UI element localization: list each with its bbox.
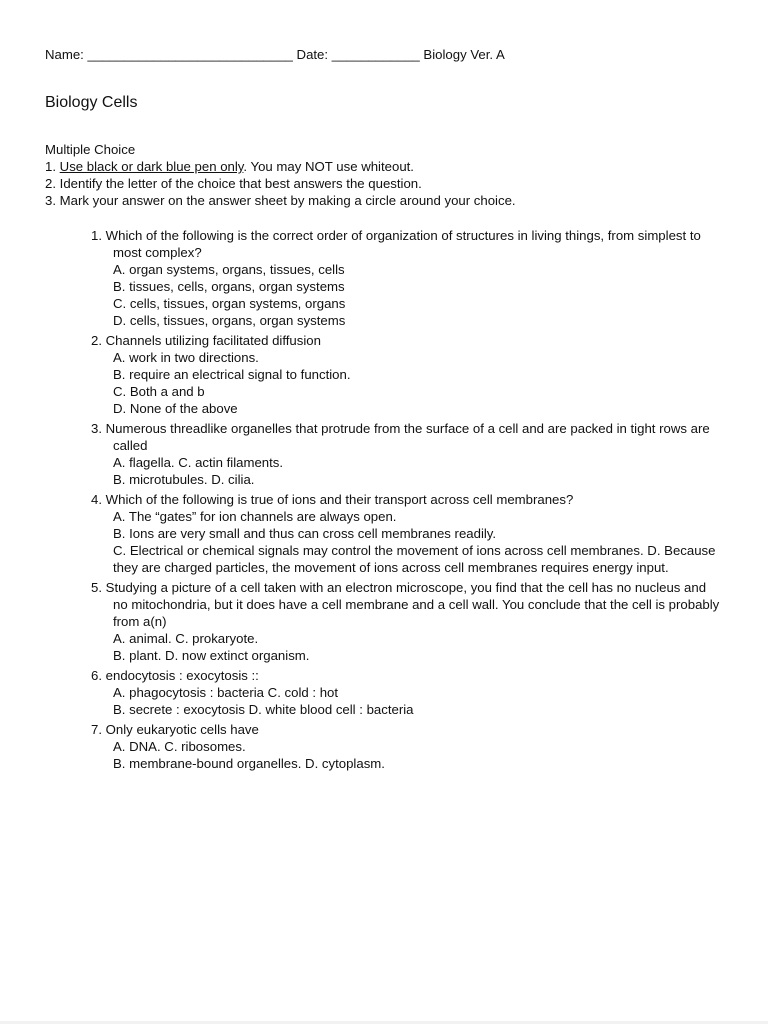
question-stem: 4. Which of the following is true of ions and their transport across cell membranes? <box>91 492 574 507</box>
question-3 <box>91 420 721 488</box>
answer-option: B. membrane-bound organelles. D. cytoplasm. <box>113 756 385 771</box>
name-label: Name: <box>45 47 88 62</box>
answer-option: A. DNA. C. ribosomes. <box>113 739 246 754</box>
answer-option: A. phagocytosis : bacteria C. cold : hot <box>113 685 339 700</box>
question-stem: 3. Numerous threadlike organelles that protrude from the surface of a cell and are packed in tight rows are called <box>91 421 710 453</box>
answer-option: B. plant. D. now extinct organism. <box>113 648 310 663</box>
pen-rule-underlined: Use black or dark blue pen only <box>59 159 244 174</box>
answer-option: B. tissues, cells, organs, organ systems <box>113 279 345 294</box>
answer-option: B. require an electrical signal to function. <box>113 367 351 382</box>
answer-option: B. Ions are very small and thus can cross cell membranes readily. <box>113 526 497 541</box>
answer-option: B. microtubules. D. cilia. <box>113 472 255 487</box>
answer-option: A. animal. C. prokaryote. <box>113 631 259 646</box>
header-line <box>45 46 505 63</box>
question-stem: 2. Channels utilizing facilitated diffusion <box>91 333 321 348</box>
instructions-heading: Multiple Choice <box>45 142 136 157</box>
answer-option: A. organ systems, organs, tissues, cells <box>113 262 345 277</box>
answer-option: B. secrete : exocytosis D. white blood cell : bacteria <box>113 702 414 717</box>
answer-option: A. flagella. C. actin filaments. <box>113 455 284 470</box>
answer-option: A. work in two directions. <box>113 350 259 365</box>
question-list <box>91 227 721 775</box>
question-stem: 1. Which of the following is the correct order of organization of structures in living things, from simplest to most complex? <box>91 228 701 260</box>
question-7 <box>91 721 721 772</box>
version-label: Biology Ver. A <box>419 47 505 62</box>
instruction-item-1: 1. Use black or dark blue pen only. You may NOT use whiteout. <box>45 159 414 174</box>
question-5 <box>91 579 721 664</box>
instruction-item-3: 3. Mark your answer on the answer sheet by making a circle around your choice. <box>45 193 516 208</box>
answer-option: D. None of the above <box>113 401 238 416</box>
name-blank: ____________________________ <box>87 47 293 62</box>
answer-option: C. Both a and b <box>113 384 205 399</box>
answer-option: A. The “gates” for ion channels are always open. <box>113 509 397 524</box>
page-title: Biology Cells <box>45 94 138 111</box>
question-2 <box>91 332 721 417</box>
question-4 <box>91 491 721 576</box>
question-stem: 5. Studying a picture of a cell taken with an electron microscope, you find that the cell has no nucleus and no mitochondria, but it does have a cell membrane and a cell wall. You conclude that the cell is probably from a(n) <box>91 580 720 629</box>
question-6 <box>91 667 721 718</box>
instruction-item-2: 2. Identify the letter of the choice that best answers the question. <box>45 176 422 191</box>
instructions <box>45 141 516 209</box>
question-1 <box>91 227 721 329</box>
question-stem: 7. Only eukaryotic cells have <box>91 722 259 737</box>
answer-option: C. Electrical or chemical signals may control the movement of ions across cell membranes. D. Because they are charged particles, the movement of ions across cell membranes requires energy input. <box>113 543 716 575</box>
date-blank: ____________ <box>331 47 420 62</box>
answer-option: D. cells, tissues, organs, organ systems <box>113 313 346 328</box>
question-stem: 6. endocytosis : exocytosis :: <box>91 668 259 683</box>
date-label: Date: <box>292 47 332 62</box>
answer-option: C. cells, tissues, organ systems, organs <box>113 296 346 311</box>
